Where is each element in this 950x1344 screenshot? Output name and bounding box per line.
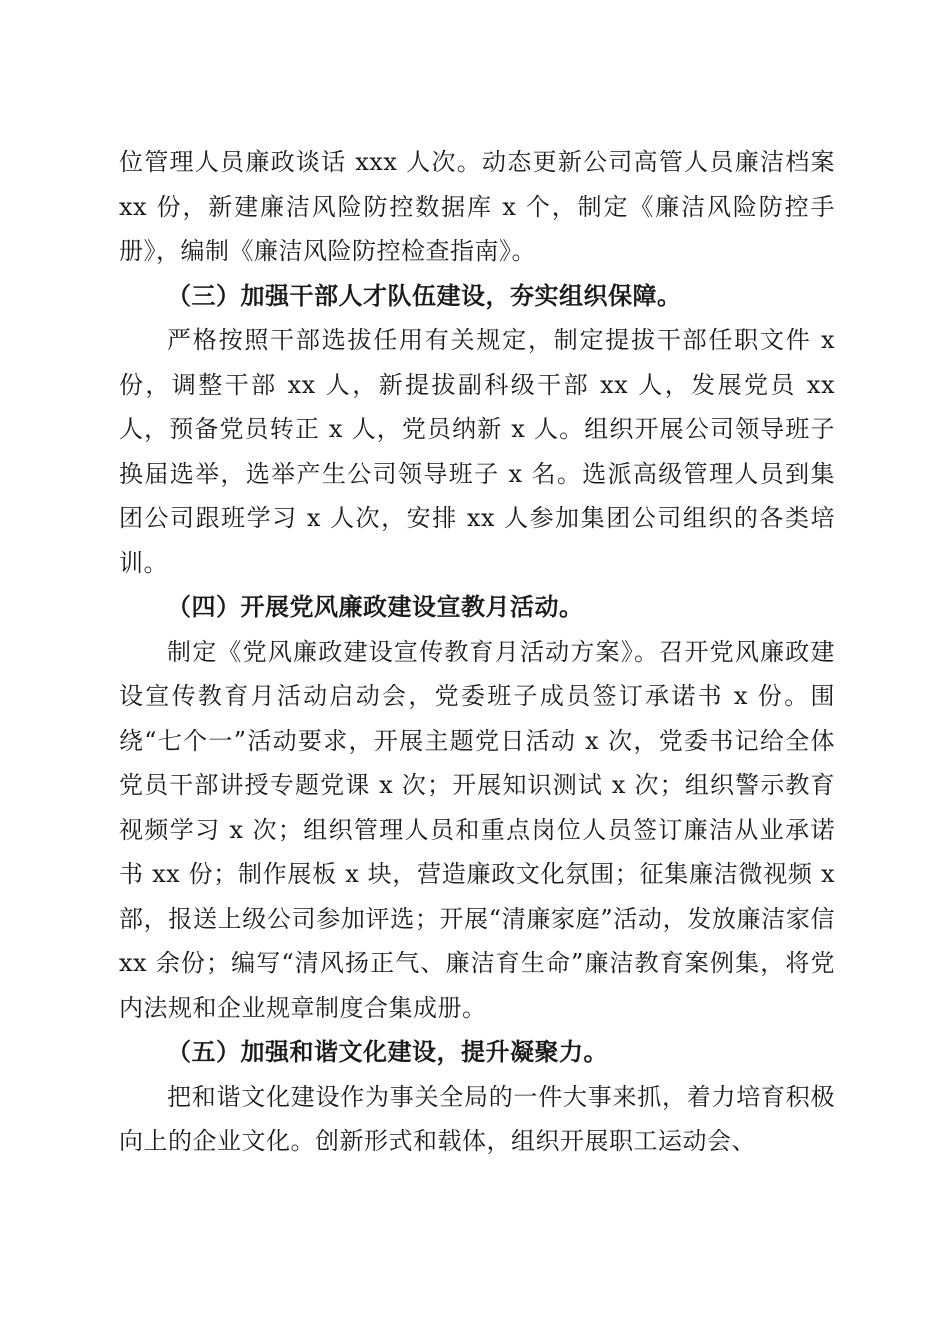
section-5-heading: （五）加强和谐文化建设，提升凝聚力。 [167, 1038, 608, 1066]
section-4-heading: （四）开展党风廉政建设宣教月活动。 [167, 593, 584, 621]
section-5-body: 把和谐文化建设作为事关全局的一件大事来抓，着力培育积极向上的企业文化。创新形式和载体，组织开展职工运动会、 [119, 1082, 835, 1155]
section-3-body: 严格按照干部选拔任用有关规定，制定提拔干部任职文件 x 份，调整干部 xx 人，新提拔副科级干部 xx 人，发展党员 xx 人，预备党员转正 x 人，党员纳新 x 人。组织开展公司领导班子换届选举，选举产生公司领导班子 x 名。选派高级管理人员到集团公司跟班学习 x 人次，安排 xx 人参加集团公司组织的各类培训。 [119, 326, 835, 577]
section-4-body: 制定《党风廉政建设宣传教育月活动方案》。召开党风廉政建设宣传教育月活动启动会，党委班子成员签订承诺书 x 份。围绕“七个一”活动要求，开展主题党日活动 x 次，党委书记给全体党员干部讲授专题党课 x 次；开展知识测试 x 次；组织警示教育视频学习 x 次；组织管理人员和重点岗位人员签订廉洁从业承诺书 xx 份；制作展板 x 块，营造廉政文化氛围；征集廉洁微视频 x 部，报送上级公司参加评选；开展“清廉家庭”活动，发放廉洁家信 xx 余份；编写“清风扬正气、廉洁育生命”廉洁教育案例集，将党内法规和企业规章制度合集成册。 [119, 637, 835, 1022]
paragraph-continued: 位管理人员廉政谈话 xxx 人次。动态更新公司高管人员廉洁档案 xx 份，新建廉洁风险防控数据库 x 个，制定《廉洁风险防控手册》，编制《廉洁风险防控检查指南》。 [119, 148, 835, 265]
document-body [119, 140, 835, 1164]
section-3-heading: （三）加强干部人才队伍建设，夯实组织保障。 [167, 281, 682, 310]
